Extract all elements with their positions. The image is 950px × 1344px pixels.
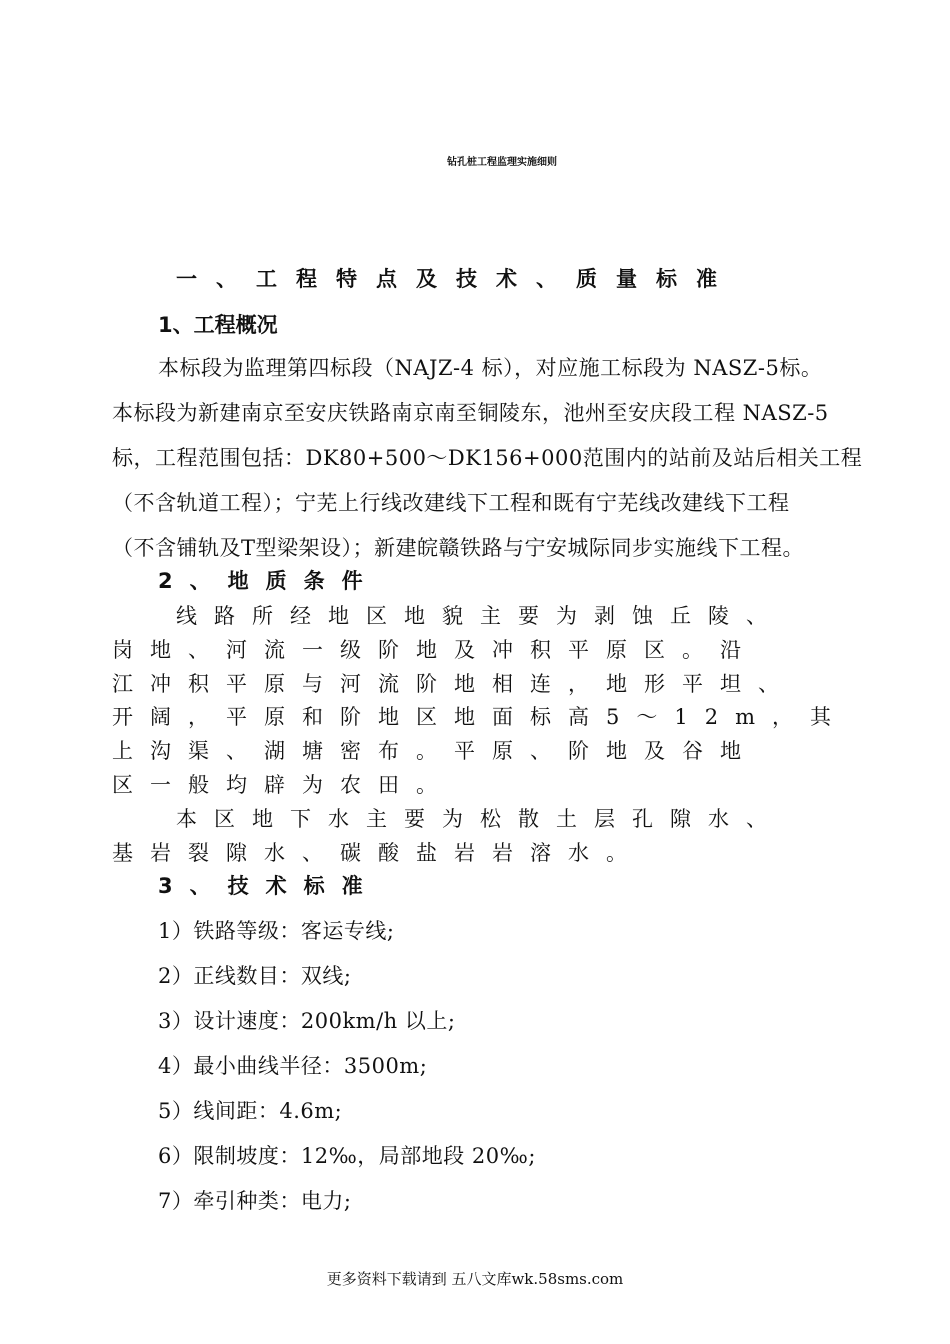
paragraph-line: 线路所经地区地貌主要为剥蚀丘陵、 — [176, 604, 784, 628]
paragraph-line: 标，工程范围包括：DK80+500～DK156+000范围内的站前及站后相关工程 — [112, 446, 863, 470]
subsection-heading-1-1: 1、工程概况 — [158, 313, 278, 337]
subsection-heading-1-3: 3、技术标准 — [158, 874, 380, 898]
paragraph-line: 本标段为新建南京至安庆铁路南京南至铜陵东，池州至安庆段工程 NASZ-5 — [112, 401, 829, 425]
paragraph-line: 基岩裂隙水、碳酸盐岩岩溶水。 — [112, 841, 644, 865]
paragraph-line: 江冲积平原与河流阶地相连，地形平坦、 — [112, 672, 796, 696]
document-title: 钻孔桩工程监理实施细则 — [447, 157, 557, 168]
list-item: 6）限制坡度：12‰，局部地段 20‰; — [158, 1144, 536, 1168]
footer-text: 更多资料下载请到 五八文库wk.58sms.com — [326, 1270, 624, 1288]
list-item: 1）铁路等级：客运专线; — [158, 919, 395, 943]
paragraph-line: 岗地、河流一级阶地及冲积平原区。沿 — [112, 638, 758, 662]
list-item: 3）设计速度：200km/h 以上; — [158, 1009, 456, 1033]
list-item: 4）最小曲线半径：3500m; — [158, 1054, 428, 1078]
paragraph-line: 本标段为监理第四标段（NAJZ-4 标），对应施工标段为 NASZ-5标。 — [158, 356, 823, 380]
paragraph-line: 开阔，平原和阶地区地面标高5～12m，其 — [112, 705, 848, 729]
section-heading-1: 一、工程特点及技术、质量标准 — [176, 267, 736, 291]
paragraph-line: 上沟渠、湖塘密布。平原、阶地及谷地 — [112, 739, 758, 763]
list-item: 5）线间距：4.6m; — [158, 1099, 343, 1123]
paragraph-line: （不含轨道工程）；宁芜上行线改建线下工程和既有宁芜线改建线下工程 — [112, 491, 790, 515]
list-item: 2）正线数目：双线; — [158, 964, 352, 988]
paragraph-line: 本区地下水主要为松散土层孔隙水、 — [176, 807, 784, 831]
list-item: 7）牵引种类：电力; — [158, 1189, 352, 1213]
paragraph-line: 区一般均辟为农田。 — [112, 773, 454, 797]
paragraph-line: （不含铺轨及T型梁架设）；新建皖赣铁路与宁安城际同步实施线下工程。 — [112, 536, 805, 560]
subsection-heading-1-2: 2、地质条件 — [158, 569, 380, 593]
